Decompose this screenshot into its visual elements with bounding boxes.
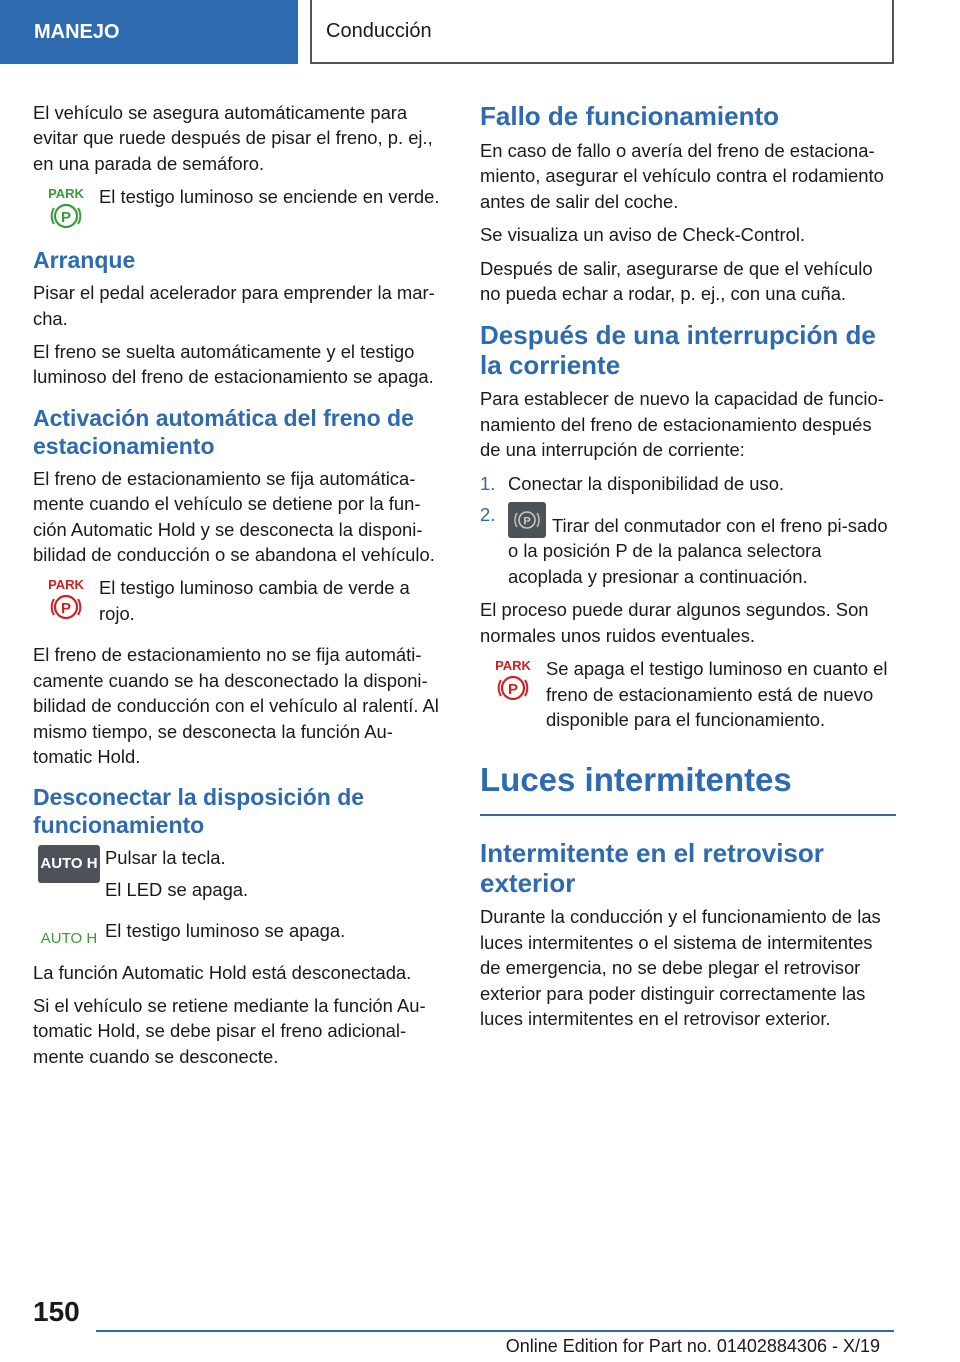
indicator-park-red-2 [480, 656, 896, 738]
page-number: 150 [33, 1296, 80, 1327]
heading-despues: Después de una interrupción de la corriente [480, 320, 876, 381]
footer-divider [96, 1330, 894, 1332]
fallo-paragraph-1: En caso de fallo o avería del freno de estaciona-miento, asegurar el vehículo contra el rodamiento antes de salir del coche. [480, 140, 884, 212]
step-number: 1. [480, 472, 496, 494]
led-status: El LED se apaga. [105, 878, 249, 900]
autoh-button-row [33, 845, 445, 908]
activacion-paragraph-2: El freno de estacionamiento no se fija automáti-camente cuando se ha desconectado la disponi-bilidad de conducción con el vehículo al ralentí. Al mismo tiempo, se desconecta la función Au-tomatic Hold. [33, 644, 439, 767]
despues-paragraph-2: El proceso puede durar algunos segundos. Son normales unos ruidos eventuales. [480, 599, 869, 646]
indicator-text: El testigo luminoso se apaga. [105, 920, 346, 942]
heading-desconectar: Desconectar la disposición de funcionamiento [33, 784, 365, 839]
list-item [480, 502, 896, 589]
chapter-title: Conducción [310, 0, 894, 64]
section-tab: MANEJO [0, 0, 298, 64]
indicator-text: El testigo luminoso cambia de verde a rojo. [99, 577, 410, 624]
fallo-paragraph-3: Después de salir, asegurarse de que el vehículo no pueda echar a rodar, p. ej., con una cuña. [480, 257, 873, 305]
despues-paragraph-1: Para establecer de nuevo la capacidad de funcio-namiento del freno de estacionamiento después de una interrupción de corriente: [480, 388, 884, 461]
indicator-text: Se apaga el testigo luminoso en cuanto el freno de estacionamiento está de nuevo disponible para el funcionamiento. [546, 658, 888, 730]
button-instruction: Pulsar la tecla. [105, 847, 226, 869]
step-number: 2. [480, 504, 496, 526]
arranque-paragraph-1: Pisar el pedal acelerador para emprender la mar-cha. [33, 282, 435, 329]
intro-paragraph: El vehículo se asegura automáticamente para evitar que ruede después de pisar el freno, p. ej., en una parada de semáforo. [33, 102, 433, 174]
svg-text:P: P [60, 600, 72, 618]
svg-text:P: P [523, 515, 531, 528]
heading-luces: Luces intermitentes [480, 761, 792, 799]
footer-edition: Online Edition for Part no. 01402884306 - X/19 [505, 1336, 880, 1356]
svg-text:P: P [60, 209, 72, 227]
park-green-icon [33, 184, 99, 232]
right-column [480, 100, 896, 1039]
arranque-paragraph-2: El freno se suelta automáticamente y el testigo luminoso del freno de estacionamiento se apaga. [33, 341, 434, 388]
heading-intermitente: Intermitente en el retrovisor exterior [480, 838, 824, 899]
svg-text:PARK: PARK [48, 577, 84, 593]
indicator-park-red [33, 575, 445, 632]
fallo-paragraph-2: Se visualiza un aviso de Check-Control. [480, 224, 806, 246]
heading-arranque: Arranque [33, 247, 136, 274]
list-item [480, 471, 896, 496]
heading-activacion: Activación automática del freno de estacionamiento [33, 404, 414, 459]
activacion-paragraph-1: El freno de estacionamiento se fija automática-mente cuando el vehículo se detiene por la fun-ción Automatic Hold y se desconecta la disponi-bilidad de conducción o se abandona el vehículo. [33, 467, 435, 566]
indicator-text: El testigo luminoso se enciende en verde. [99, 186, 440, 208]
parking-brake-switch-icon [508, 502, 546, 538]
desconectar-paragraph-2: Si el vehículo se retiene mediante la función Au-tomatic Hold, se debe pisar el freno adicional-mente cuando se desconecte. [33, 994, 426, 1067]
left-column [33, 100, 445, 1077]
heading-fallo: Fallo de funcionamiento [480, 101, 780, 131]
park-red-icon [480, 656, 546, 704]
autoh-indicator-row [33, 918, 445, 949]
svg-text:PARK: PARK [48, 186, 84, 202]
desconectar-paragraph-1: La función Automatic Hold está desconectada. [33, 961, 412, 983]
luces-paragraph-1: Durante la conducción y el funcionamiento de las luces intermitentes o el sistema de intermitentes de emergencia, no se debe plegar el retrovisor exterior para poder distinguir correctamente las luces intermitentes en el retrovisor exterior. [480, 906, 881, 1029]
step-text: Conectar la disponibilidad de uso. [508, 472, 785, 494]
indicator-park-green [33, 184, 445, 232]
autoh-indicator-icon: AUTO H [40, 930, 98, 948]
steps-list [480, 471, 896, 590]
autoh-button-icon: AUTO H [38, 845, 100, 883]
section-divider [480, 814, 896, 816]
step-text: Tirar del conmutador con el freno pi-sado o la posición P de la palanca selectora acoplada y presionar a continuación. [508, 515, 888, 587]
svg-text:PARK: PARK [495, 658, 531, 674]
park-red-icon [33, 575, 99, 623]
svg-text:P: P [507, 681, 519, 699]
